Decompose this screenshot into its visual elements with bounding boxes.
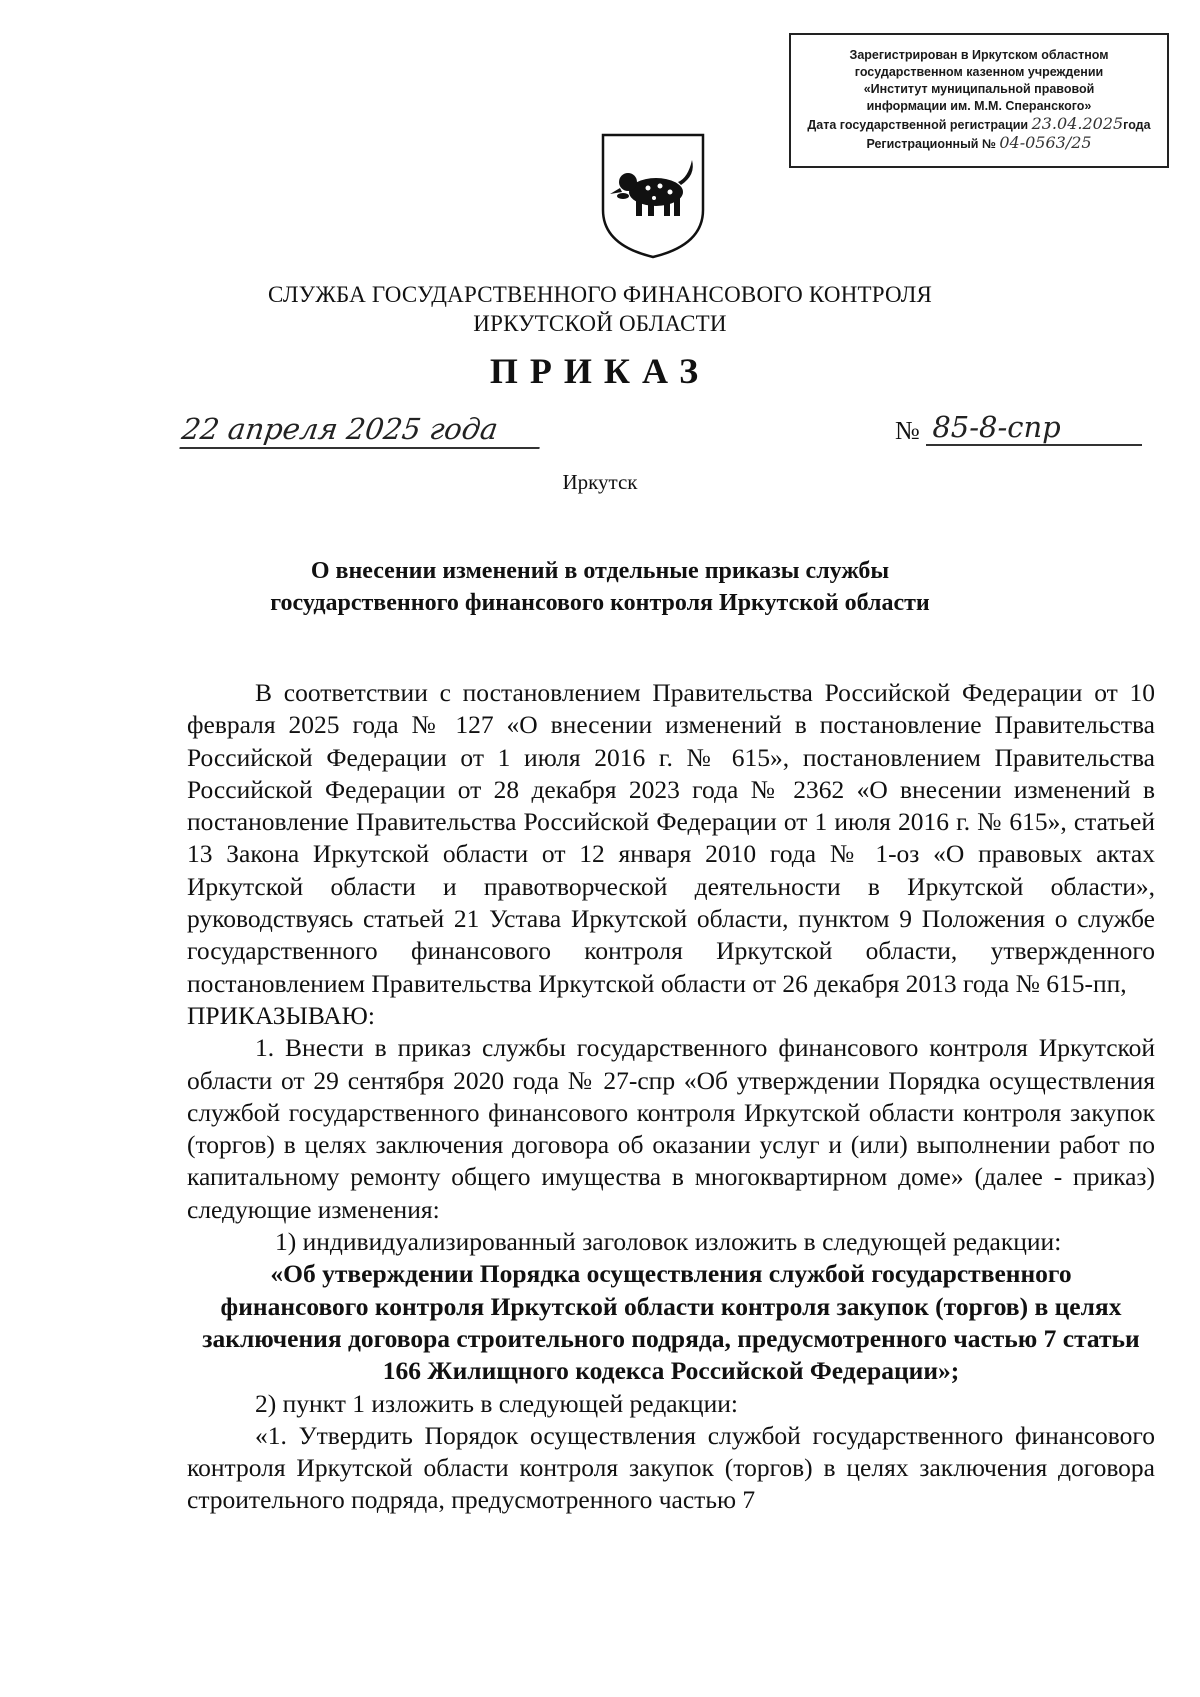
body-paragraph: «1. Утвердить Порядок осуществления службой государственного финансового контроля Иркутской области контроля закупок (торгов) в целях заключения договора строительного подряда, предусмотренного частью 7 [187, 1420, 1155, 1515]
org-line: СЛУЖБА ГОСУДАРСТВЕННОГО ФИНАНСОВОГО КОНТРОЛЯ [267, 282, 933, 307]
stamp-date-suffix: года [1123, 118, 1151, 132]
handwritten-date: 22 апреля 2025 года [179, 412, 544, 449]
registration-stamp [789, 33, 1169, 168]
body-paragraph: В соответствии с постановлением Правительства Российской Федерации от 10 февраля 2025 года № 127 «О внесении изменений в постановление Правительства Российской Федерации от 1 июля 2016 г. № 615», постановлением Правительства Российской Федерации от 28 декабря 2023 года № 2362 «О внесении изменений в постановление Правительства Российской Федерации от 1 июля 2016 г. № 615», статьей 13 Закона Иркутской области от 12 января 2010 года № 1-оз «О правовых актах Иркутской области и правотворческой деятельности в Иркутской области», руководствуясь статьей 21 Устава Иркутской области, пунктом 9 Положения о службе государственного финансового контроля Иркутской области, утвержденного постановлением Правительства Иркутской области от 26 декабря 2013 года № 615-пп, [187, 678, 1155, 998]
title-line: государственного финансового контроля Иркутской области [270, 590, 930, 616]
city: Иркутск [562, 470, 638, 494]
stamp-line: государственном казенном учреждении [854, 65, 1104, 79]
stamp-date-label: Дата государственной регистрации [807, 118, 1029, 132]
stamp-reg-value: 04-0563/25 [999, 133, 1092, 152]
document-body [187, 677, 1155, 1517]
document-type: ПРИКАЗ [489, 351, 711, 391]
body-paragraph: 2) пункт 1 изложить в следующей редакции: [255, 1388, 738, 1418]
stamp-reg-label: Регистрационный № [866, 137, 996, 151]
body-paragraph: 1) индивидуализированный заголовок изложить в следующей редакции: [275, 1227, 1062, 1257]
handwritten-number: 85-8-спр [926, 410, 1142, 446]
stamp-date-value: 23.04.2025 [1031, 114, 1124, 133]
stamp-line: «Институт муниципальной правовой [863, 82, 1095, 96]
stamp-date-row [791, 115, 1167, 134]
organization-name [0, 280, 1200, 338]
coat-of-arms-icon [598, 130, 708, 260]
body-paragraph: 1. Внести в приказ службы государственного финансового контроля Иркутской области от 29 сентября 2020 года № 27-спр «Об утверждении Порядка осуществления службой государственного финансового контроля Иркутской области контроля закупок (торгов) в целях заключения договора об оказании услуг и (или) выполнении работ по капитальному ремонту общего имущества в многоквартирном доме» (далее - приказ) следующие изменения: [187, 1033, 1155, 1224]
document-number [895, 410, 1145, 446]
document-title [0, 555, 1200, 619]
stamp-line: Зарегистрирован в Иркутском областном [849, 48, 1109, 62]
org-line: ИРКУТСКОЙ ОБЛАСТИ [473, 311, 727, 336]
number-sign: № [895, 416, 920, 445]
stamp-reg-row [791, 134, 1167, 153]
stamp-line: информации им. М.М. Сперанского» [866, 99, 1092, 113]
title-line: О внесении изменений в отдельные приказы службы [310, 558, 890, 584]
order-word: ПРИКАЗЫВАЮ: [187, 1000, 375, 1030]
bold-quoted-title: «Об утверждении Порядка осуществления службой государственного финансового контроля Иркутской области контроля закупок (торгов) в целях заключения договора строительного подряда, предусмотренного частью 7 статьи 166 Жилищного кодекса Российской Федерации»; [202, 1259, 1140, 1386]
